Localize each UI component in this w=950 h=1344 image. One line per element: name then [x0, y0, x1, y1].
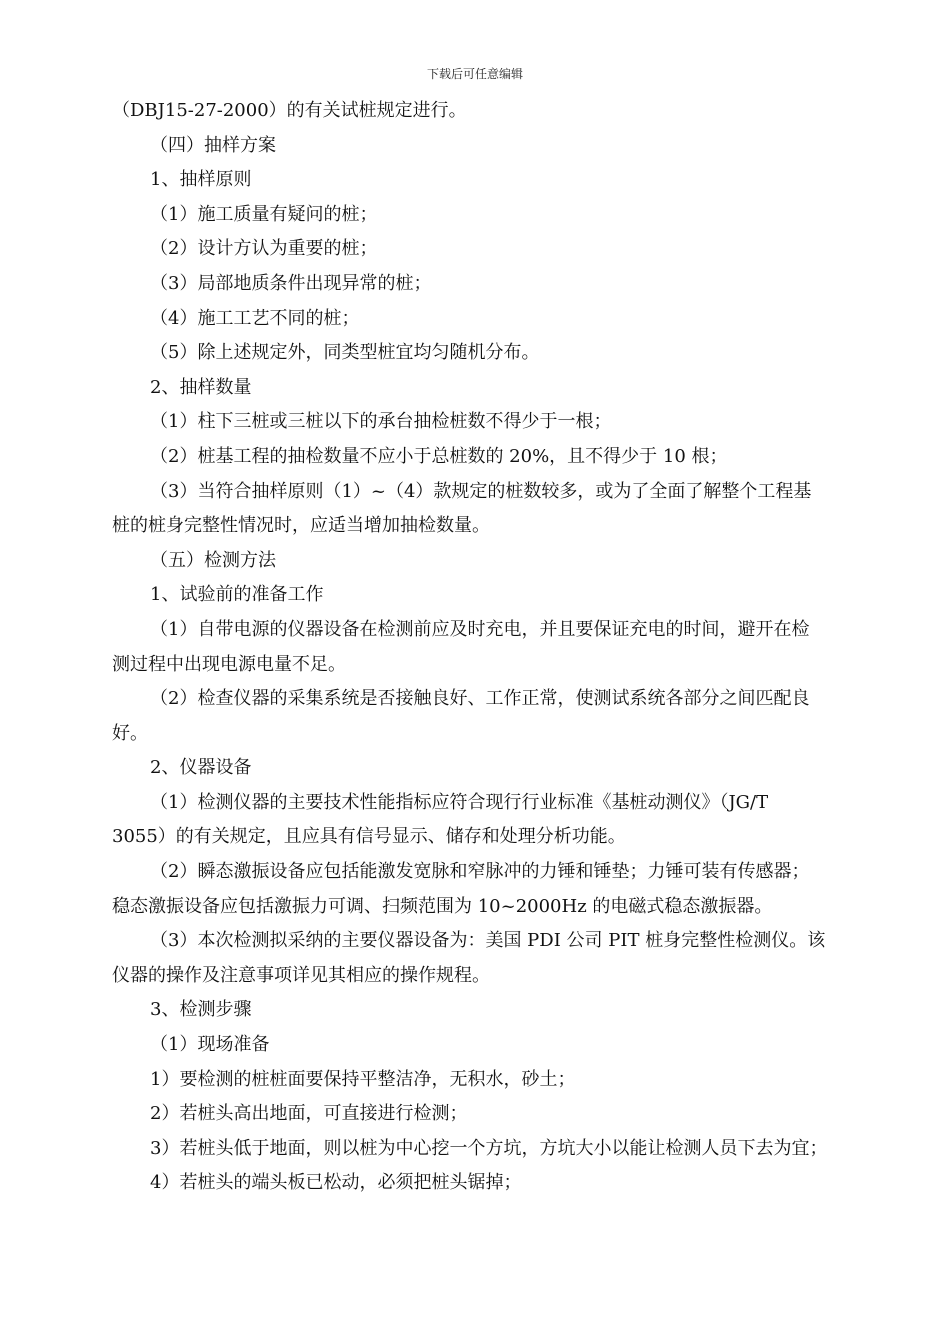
list-item: （4）施工工艺不同的桩； — [150, 307, 360, 329]
list-item: （1）施工质量有疑问的桩； — [150, 203, 378, 225]
list-item: （3）当符合抽样原则（1）~（4）款规定的桩数较多，或为了全面了解整个工程基 — [150, 480, 812, 502]
list-item: （2）设计方认为重要的桩； — [150, 238, 378, 260]
list-item: 1）要检测的桩桩面要保持平整洁净，无积水，砂土； — [150, 1068, 576, 1090]
subsection-heading: 1、试验前的准备工作 — [150, 584, 324, 606]
section-heading: （五）检测方法 — [150, 549, 276, 571]
list-item: （3）本次检测拟采纳的主要仪器设备为：美国 PDI 公司 PIT 桩身完整性检测仪。该 — [150, 930, 826, 952]
page-header: 下载后可任意编辑 — [426, 67, 523, 81]
document-body — [112, 94, 854, 1201]
list-item-continuation: 仪器的操作及注意事项详见其相应的操作规程。 — [112, 964, 490, 986]
list-item: 4）若桩头的端头板已松动，必须把桩头锯掉； — [150, 1172, 522, 1194]
list-item: （1）现场准备 — [150, 1034, 270, 1056]
list-item: （1）柱下三桩或三桩以下的承台抽检桩数不得少于一根； — [150, 411, 612, 433]
list-item: （1）自带电源的仪器设备在检测前应及时充电，并且要保证充电的时间，避开在检 — [150, 618, 810, 640]
list-item: （2）桩基工程的抽检数量不应小于总桩数的 20%，且不得少于 10 根； — [150, 445, 728, 467]
list-item: 3）若桩头低于地面，则以桩为中心挖一个方坑，方坑大小以能让检测人员下去为宜； — [150, 1137, 828, 1159]
list-item-continuation: 好。 — [112, 722, 148, 744]
text-line: （DBJ15-27-2000）的有关试桩规定进行。 — [112, 100, 467, 121]
subsection-heading: 3、检测步骤 — [150, 999, 252, 1021]
list-item-continuation: 桩的桩身完整性情况时，应适当增加抽检数量。 — [112, 515, 490, 537]
list-item-continuation: 测过程中出现电源电量不足。 — [112, 653, 346, 675]
list-item: （2）检查仪器的采集系统是否接触良好、工作正常，使测试系统各部分之间匹配良 — [150, 688, 810, 710]
list-item-continuation: 稳态激振设备应包括激振力可调、扫频范围为 10~2000Hz 的电磁式稳态激振器。 — [112, 895, 773, 917]
list-item: 2）若桩头高出地面，可直接进行检测； — [150, 1103, 468, 1125]
subsection-heading: 2、抽样数量 — [150, 376, 252, 398]
list-item: （1）检测仪器的主要技术性能指标应符合现行行业标准《基桩动测仪》（JG/T — [150, 791, 769, 813]
section-heading: （四）抽样方案 — [150, 134, 276, 156]
list-item: （2）瞬态激振设备应包括能激发宽脉和窄脉冲的力锤和锤垫；力锤可装有传感器； — [150, 861, 810, 883]
list-item-continuation: 3055）的有关规定，且应具有信号显示、储存和处理分析功能。 — [112, 826, 626, 848]
subsection-heading: 1、抽样原则 — [150, 169, 252, 191]
list-item: （5）除上述规定外，同类型桩宜均匀随机分布。 — [150, 342, 540, 364]
subsection-heading: 2、仪器设备 — [150, 757, 252, 779]
list-item: （3）局部地质条件出现异常的桩； — [150, 272, 432, 294]
